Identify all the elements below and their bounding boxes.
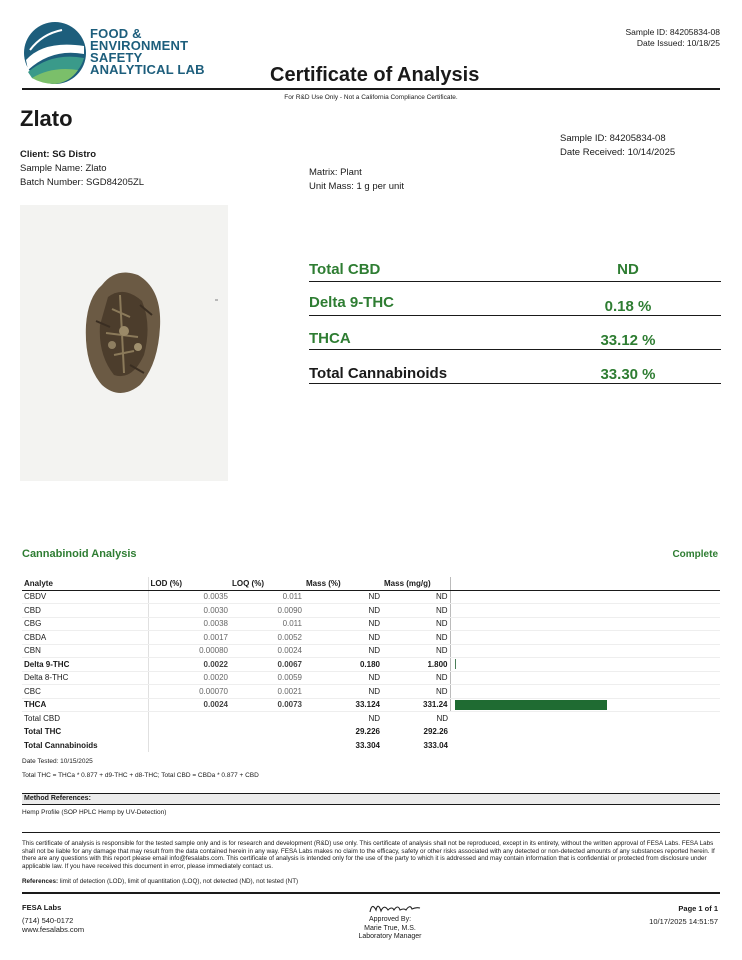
table-row: [22, 631, 720, 645]
logo-line: SAFETY: [90, 50, 143, 65]
mass-bar-cell: [450, 604, 720, 618]
mass-bar-cell: [450, 631, 720, 645]
analyte-name: CBG: [22, 617, 148, 631]
total-mass-mg: 333.04: [423, 740, 448, 750]
method-references-heading: Method References:: [22, 793, 720, 805]
col-header-analyte: Analyte: [22, 577, 148, 590]
logo-line: ENVIRONMENT: [90, 38, 189, 53]
loq-value: 0.0021: [230, 685, 304, 699]
col-header-lod: LOD (%): [148, 577, 230, 590]
mass-bar-cell: [450, 671, 720, 685]
empty-cell: [148, 712, 230, 726]
references: [22, 878, 298, 885]
header-date-issued: Date Issued: 10/18/25: [636, 38, 720, 48]
loq-value: 0.0024: [230, 644, 304, 658]
matrix: Matrix: Plant: [309, 167, 362, 178]
table-header-row: [22, 577, 720, 590]
lod-value: 0.0030: [148, 604, 230, 618]
mass-percent-value: ND: [304, 671, 382, 685]
cannabinoid-table: [22, 577, 720, 752]
lod-value: 0.0024: [148, 698, 230, 712]
analyte-name: CBDA: [22, 631, 148, 645]
loq-value: 0.0052: [230, 631, 304, 645]
analyte-name: Delta 9-THC: [22, 658, 148, 672]
mass-percent-value: ND: [304, 617, 382, 631]
total-mass-mg: 292.26: [423, 727, 448, 737]
analyte-name: CBDV: [22, 590, 148, 604]
table-row: [22, 644, 720, 658]
mass-bar-cell: [450, 685, 720, 699]
mass-mg-value: ND: [382, 604, 450, 618]
rd-use-note: For R&D Use Only - Not a California Compliance Certificate.: [284, 94, 458, 101]
mass-percent-value: ND: [304, 644, 382, 658]
summary-label: THCA: [309, 330, 351, 347]
footer-lab-name: FESA Labs: [22, 903, 62, 912]
loq-value: 0.011: [230, 590, 304, 604]
analyte-name: THCA: [22, 698, 148, 712]
sample-photo: [20, 205, 228, 481]
summary-row-thca: [309, 316, 721, 350]
empty-cell: [230, 739, 304, 753]
mass-bar-cell: [450, 590, 720, 604]
mass-bar-cell: [450, 644, 720, 658]
footer-phone: (714) 540-0172: [22, 916, 74, 925]
summary-label: Delta 9-THC: [309, 294, 395, 311]
mass-mg-value: ND: [382, 631, 450, 645]
table-body: [22, 590, 720, 752]
mass-percent-value: ND: [304, 604, 382, 618]
mass-mg-value: 1.800: [382, 658, 450, 672]
total-analyte-name: Total THC: [22, 725, 148, 739]
mass-mg-value: ND: [382, 590, 450, 604]
method-references-text: Hemp Profile (SOP HPLC Hemp by UV-Detection): [22, 809, 167, 816]
lod-value: 0.0017: [148, 631, 230, 645]
analyte-name: Delta 8-THC: [22, 671, 148, 685]
empty-cell: [450, 739, 720, 753]
lab-logo-text: [90, 28, 205, 76]
product-name: Zlato: [20, 106, 73, 131]
unit-mass: Unit Mass: 1 g per unit: [309, 181, 405, 192]
summary-value: ND: [617, 261, 639, 278]
sample-id: Sample ID: 84205834-08: [560, 133, 666, 144]
col-header-bar: [450, 577, 720, 590]
mass-mg-value: ND: [382, 644, 450, 658]
table-row: [22, 698, 720, 712]
empty-cell: [450, 712, 720, 726]
mass-bar: [455, 659, 456, 669]
table-row: [22, 604, 720, 618]
table-row: [22, 590, 720, 604]
approval-block: [320, 916, 460, 942]
empty-cell: [148, 725, 230, 739]
approver-signature: [350, 898, 440, 916]
sample-name: Sample Name: Zlato: [20, 163, 107, 174]
summary-value: 33.30 %: [600, 366, 656, 383]
logo-line: ANALYTICAL LAB: [90, 62, 205, 77]
approved-by-label: Approved By:: [368, 916, 412, 923]
mass-mg-value: ND: [382, 617, 450, 631]
empty-cell: [148, 739, 230, 753]
mass-mg-value: ND: [382, 671, 450, 685]
summary-row-total-cannabinoids: [309, 350, 721, 384]
lab-logo-icon: [22, 20, 88, 86]
table-row: [22, 658, 720, 672]
lod-value: 0.00070: [148, 685, 230, 699]
lod-value: 0.0035: [148, 590, 230, 604]
section-title: Cannabinoid Analysis: [22, 548, 137, 560]
approver-name: Marie True, M.S.: [364, 924, 416, 932]
total-mass-percent: ND: [368, 714, 380, 723]
total-row: [22, 712, 720, 726]
analyte-name: CBC: [22, 685, 148, 699]
total-row: [22, 725, 720, 739]
col-header-loq: LOQ (%): [230, 577, 304, 590]
header-sample-id: Sample ID: 84205834-08: [625, 27, 720, 37]
mass-percent-value: ND: [304, 590, 382, 604]
divider: [22, 832, 720, 833]
references-label: References:: [22, 878, 59, 885]
mass-mg-value: 331.24: [382, 698, 450, 712]
mass-percent-value: ND: [304, 631, 382, 645]
analyte-name: CBN: [22, 644, 148, 658]
loq-value: 0.0073: [230, 698, 304, 712]
approver-title: Laboratory Manager: [358, 933, 422, 941]
summary-label: Total Cannabinoids: [309, 365, 448, 382]
total-analyte-name: Total CBD: [22, 712, 148, 726]
lod-value: 0.0038: [148, 617, 230, 631]
loq-value: 0.011: [230, 617, 304, 631]
client-name: Client: SG Distro: [20, 149, 97, 160]
summary-row-delta9-thc: [309, 282, 721, 316]
loq-value: 0.0059: [230, 671, 304, 685]
total-analyte-name: Total Cannabinoids: [22, 739, 148, 753]
date-tested: Date Tested: 10/15/2025: [22, 758, 93, 765]
mass-mg-value: ND: [382, 685, 450, 699]
cannabis-bud-image: [20, 205, 228, 481]
document-title: Certificate of Analysis: [270, 64, 480, 86]
page-number: Page 1 of 1: [678, 904, 718, 913]
footer-website: www.fesalabs.com: [22, 925, 85, 934]
table-row: [22, 671, 720, 685]
mass-percent-value: 0.180: [304, 658, 382, 672]
total-mass-percent: 33.304: [355, 740, 380, 750]
loq-value: 0.0067: [230, 658, 304, 672]
empty-cell: [230, 712, 304, 726]
disclaimer: This certificate of analysis is responsible for the tested sample only and is for research and development (R&D) use only. This certificate of analysis shall not be reproduced, except in its entirety, without the written approval of FESA Labs. FESA Labs shall not be liable for any damage that may result from the data contained herein in any way. FESA Labs makes no claim to the efficacy, safety or other risks associated with any detected or non-detected amounts of any substances reported herein. If there are any questions with this report please email info@fesalabs.com. This certificate of analysis is intended only for the use of the party to which it is addressed and may contain information that is confidential or protected from disclosure under applicable law. If you have received this document in error, please immediately contact us.: [22, 840, 715, 870]
mass-bar-cell: [450, 617, 720, 631]
mass-bar: [455, 700, 607, 710]
total-mass-percent: 29.226: [355, 727, 380, 737]
mass-percent-value: ND: [304, 685, 382, 699]
empty-cell: [450, 725, 720, 739]
date-received: Date Received: 10/14/2025: [560, 147, 676, 158]
empty-cell: [230, 725, 304, 739]
analyte-name: CBD: [22, 604, 148, 618]
col-header-mass-pct: Mass (%): [304, 577, 382, 590]
mass-percent-value: 33.124: [304, 698, 382, 712]
summary-row-total-cbd: [309, 248, 721, 282]
summary-label: Total CBD: [309, 261, 381, 278]
lod-value: 0.0022: [148, 658, 230, 672]
summary-value: 33.12 %: [600, 332, 656, 349]
lod-value: 0.00080: [148, 644, 230, 658]
summary-value: 0.18 %: [604, 298, 652, 315]
mass-bar-cell: [450, 698, 720, 712]
footer-divider: [22, 892, 720, 894]
references-text: limit of detection (LOD), limit of quantitation (LOQ), not detected (ND), not tested (NT): [58, 878, 299, 885]
status-badge: Complete: [672, 549, 718, 560]
report-datetime: 10/17/2025 14:51:57: [649, 917, 718, 926]
total-row: [22, 739, 720, 753]
header-meta: [625, 27, 720, 49]
table-row: [22, 617, 720, 631]
total-mass-mg: ND: [436, 714, 448, 723]
logo-line: FOOD &: [90, 26, 142, 41]
loq-value: 0.0090: [230, 604, 304, 618]
col-header-mass-mg: Mass (mg/g): [382, 577, 450, 590]
header-divider: [22, 88, 720, 90]
table-row: [22, 685, 720, 699]
batch-number: Batch Number: SGD84205ZL: [20, 177, 145, 188]
lod-value: 0.0020: [148, 671, 230, 685]
mass-bar-cell: [450, 658, 720, 672]
total-formula: Total THC = THCa * 0.877 + d9-THC + d8-THC; Total CBD = CBDa * 0.877 + CBD: [22, 772, 259, 779]
